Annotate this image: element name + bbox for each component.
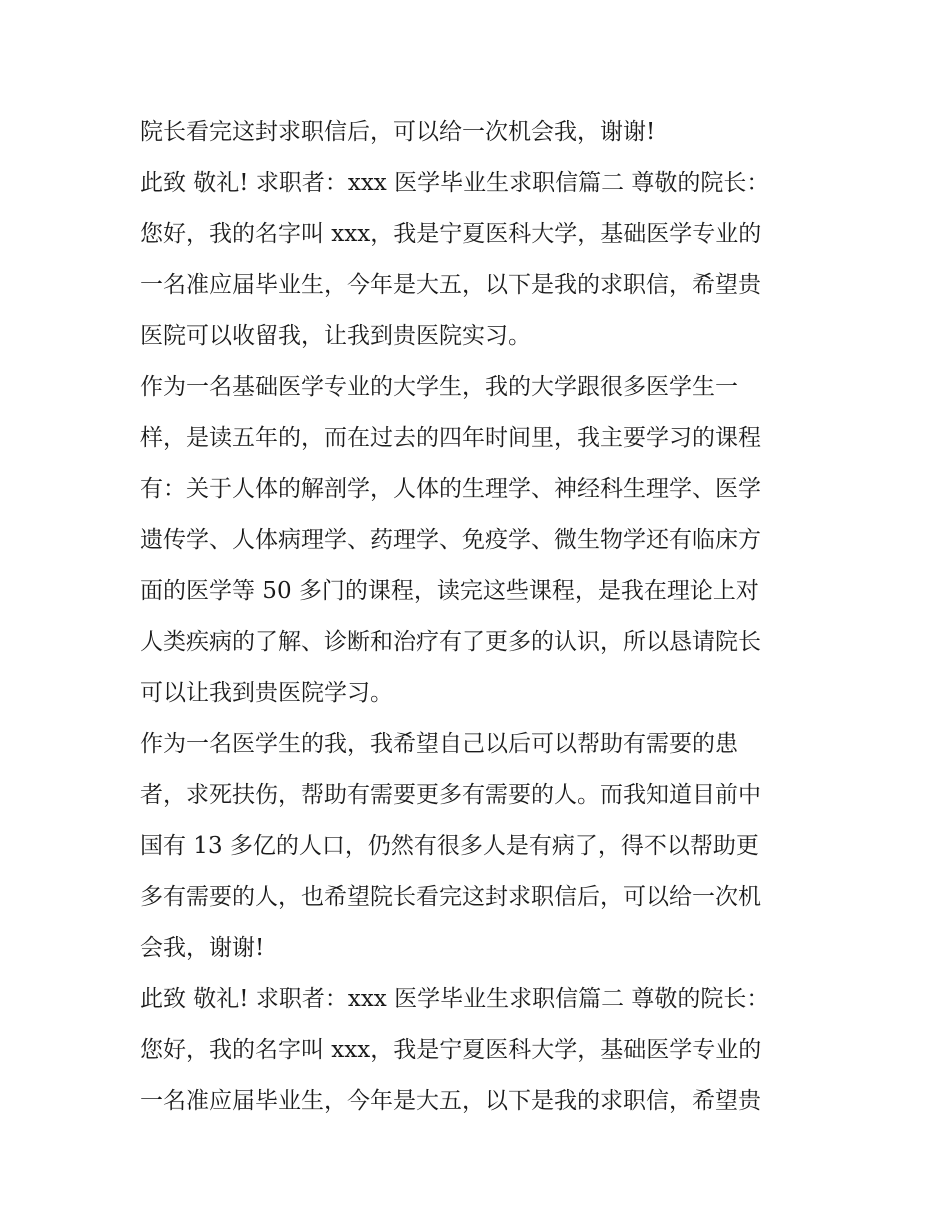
text-line: 样，是读五年的，而在过去的四年时间里，我主要学习的课程 <box>140 425 761 451</box>
text-line: 一名准应届毕业生，今年是大五，以下是我的求职信，希望贵 <box>140 272 761 298</box>
text-line: 您好，我的名字叫 xxx，我是宁夏医科大学，基础医学专业的 <box>140 221 762 247</box>
text-line: 作为一名基础医学专业的大学生，我的大学跟很多医学生一 <box>140 374 738 400</box>
text-line: 一名准应届毕业生，今年是大五，以下是我的求职信，希望贵 <box>140 1088 761 1114</box>
document-body <box>140 107 815 1127</box>
text-line: 作为一名医学生的我，我希望自己以后可以帮助有需要的患 <box>140 731 738 757</box>
text-line: 有：关于人体的解剖学，人体的生理学、神经科生理学、医学 <box>140 476 761 502</box>
text-line: 人类疾病的了解、诊断和治疗有了更多的认识，所以恳请院长 <box>140 629 761 655</box>
text-line: 会我，谢谢! <box>140 935 265 961</box>
text-line: 者，求死扶伤，帮助有需要更多有需要的人。而我知道目前中 <box>140 782 761 808</box>
text-line: 医院可以收留我，让我到贵医院实习。 <box>140 323 531 349</box>
text-line: 院长看完这封求职信后，可以给一次机会我，谢谢! <box>140 119 656 145</box>
text-line: 此致 敬礼! 求职者：xxx 医学毕业生求职信篇二 尊敬的院长： <box>140 986 770 1012</box>
text-line: 多有需要的人，也希望院长看完这封求职信后，可以给一次机 <box>140 884 761 910</box>
text-line: 国有 13 多亿的人口，仍然有很多人是有病了，得不以帮助更 <box>140 833 759 859</box>
text-line: 可以让我到贵医院学习。 <box>140 680 393 706</box>
text-line: 遗传学、人体病理学、药理学、免疫学、微生物学还有临床方 <box>140 527 761 553</box>
text-line: 您好，我的名字叫 xxx，我是宁夏医科大学，基础医学专业的 <box>140 1037 762 1063</box>
text-line: 面的医学等 50 多门的课程，读完这些课程，是我在理论上对 <box>140 578 759 604</box>
text-line: 此致 敬礼! 求职者：xxx 医学毕业生求职信篇二 尊敬的院长： <box>140 170 770 196</box>
